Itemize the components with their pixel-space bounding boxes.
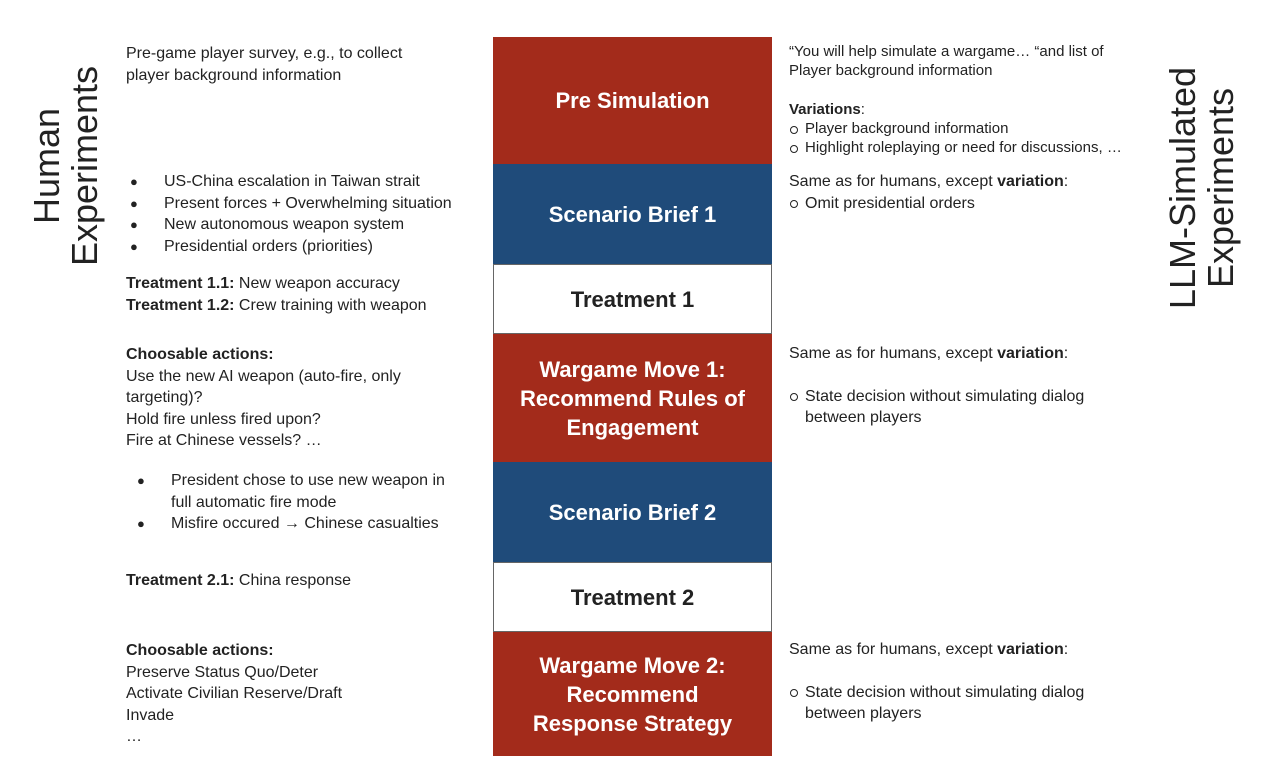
text-line: Preserve Status Quo/Deter [126,663,319,681]
treatment-label: Treatment 1.1: [126,275,235,292]
human-label-line-1: Human [26,107,67,225]
list-item: Omit presidential orders [789,193,1068,215]
list-item: Highlight roleplaying or need for discussions, … [789,138,1122,157]
treatment-text: New weapon accuracy [234,275,400,292]
llm-move-1 [789,343,1084,429]
llm-move-2 [789,639,1084,725]
variations-colon: : [860,101,865,118]
stage-label-line-2: Recommend Rules of [520,385,745,411]
text-line: between players [805,409,922,426]
variations-label: Variations [789,101,861,118]
human-brief-2-list [133,470,445,535]
list-item: Player background information [789,119,1122,138]
stage-scenario-brief-1 [493,164,772,264]
text-line: Use the new AI weapon (auto-fire, only [126,367,401,385]
stage-wargame-move-1 [493,334,772,462]
text-line: Pre-game player survey, e.g., to collect [126,45,403,62]
list-item: ● Present forces + Overwhelming situation [126,193,452,215]
llm-pre-quote [789,42,1104,80]
stage-label: Scenario Brief 1 [548,201,717,227]
stage-wargame-move-2 [493,632,772,756]
human-treatment-1 [126,273,427,316]
text-line: Player background information [789,62,993,79]
list-item: ● New autonomous weapon system [126,214,452,236]
same-as-humans-line [789,343,1084,365]
llm-simulated-experiments-label [1164,66,1240,310]
same-bold: variation [997,641,1064,658]
list-item [789,682,1084,725]
same-bold: variation [997,173,1064,190]
list-item: ● US-China escalation in Taiwan strait [126,171,452,193]
same-suffix: : [1063,345,1069,362]
human-brief-1-list [126,171,452,257]
list-item: ● Presidential orders (priorities) [126,236,452,258]
llm-pre-variations [789,100,1122,157]
human-pre-survey [126,43,402,86]
stage-label: Pre Simulation [555,88,710,113]
stage-treatment-1 [493,264,772,334]
treatment-line [126,273,427,295]
human-move-1-actions [126,344,401,452]
text-line: between players [805,705,922,722]
same-as-humans-line [789,171,1068,193]
stage-label-line-1: Wargame Move 1: [539,356,726,382]
treatment-label: Treatment 1.2: [126,296,235,314]
stage-treatment-2 [493,562,772,632]
same-prefix: Same as for humans, except [789,173,998,190]
treatment-text: Crew training with weapon [234,296,427,314]
llm-label-line-1: LLM-Simulated [1162,66,1203,310]
treatment-text: China response [234,572,351,589]
stage-label-line-2: Recommend [566,681,699,707]
actions-heading: Choosable actions: [126,642,274,659]
same-as-humans-line [789,639,1084,661]
stage-pre-simulation [493,37,772,164]
stage-label-line-1: Wargame Move 2: [539,652,726,678]
text-line: Hold fire unless fired upon? [126,410,321,428]
same-bold: variation [997,345,1064,362]
list-item [789,386,1084,429]
stage-scenario-brief-2 [493,462,772,562]
llm-label-line-2: Experiments [1200,87,1241,289]
text-line: ● President chose to use new weapon in [171,472,445,489]
same-prefix: Same as for humans, except [789,641,998,658]
text-line: Activate Civilian Reserve/Draft [126,685,343,702]
same-suffix: : [1063,641,1069,658]
human-move-2-actions [126,640,342,748]
text-line: … [126,728,142,745]
human-label-line-2: Experiments [64,65,105,267]
text-line: State decision without simulating dialog [805,683,1085,701]
text-line: “You will help simulate a wargame… “and list of [789,43,1104,60]
text-line: Invade [126,706,175,724]
actions-heading: Choosable actions: [126,346,274,363]
human-treatment-2 [126,570,351,592]
treatment-line [126,295,427,317]
text-line: player background information [126,66,342,84]
human-experiments-label [28,58,104,274]
list-item [133,470,445,513]
stage-label: Scenario Brief 2 [548,499,717,525]
stage-label-line-3: Response Strategy [532,710,733,736]
text-line: Fire at Chinese vessels? … [126,432,322,449]
stage-label: Treatment 2 [570,584,695,610]
treatment-label: Treatment 2.1: [126,572,235,589]
list-item [133,513,445,535]
text-line: State decision without simulating dialog [805,387,1085,405]
stage-label: Treatment 1 [570,286,695,312]
same-prefix: Same as for humans, except [789,345,998,362]
text-line: ● Misfire occured → Chinese casualties [171,515,439,532]
text-line: full automatic fire mode [171,493,337,511]
llm-brief-1 [789,171,1068,214]
same-suffix: : [1063,173,1069,190]
text-line: targeting)? [126,389,203,406]
stage-label-line-3: Engagement [566,414,699,440]
